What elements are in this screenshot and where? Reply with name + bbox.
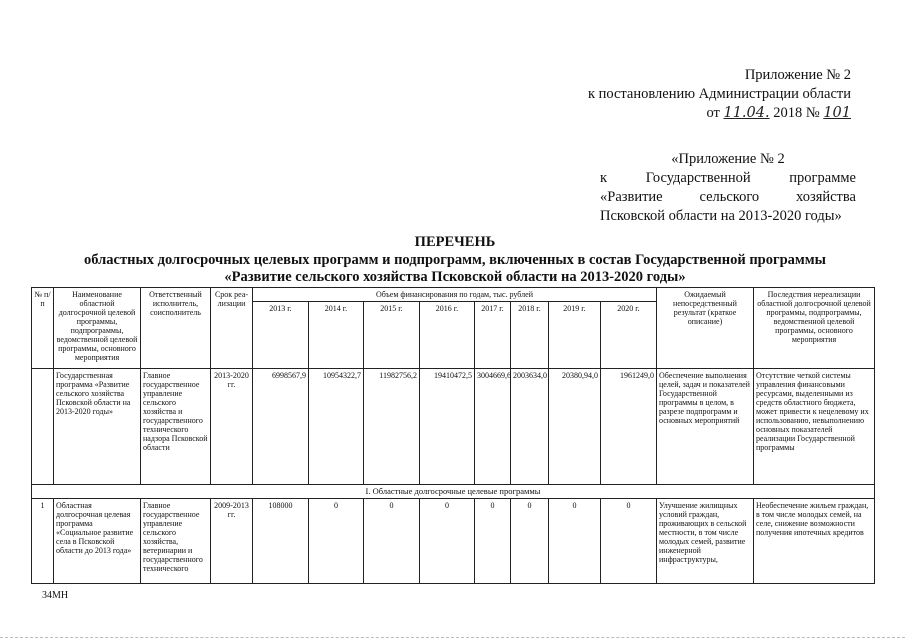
header-consequences: Последствия нереализации областной долгосрочной целевой программы, подпрограммы, ведомственной целевой программы, основного мероприятия xyxy=(754,288,875,369)
table-section-row xyxy=(32,485,875,499)
date-prefix: от xyxy=(706,105,720,121)
header-year: 2018 г. xyxy=(511,302,549,369)
word: программе xyxy=(789,170,856,186)
cell-executor: Главное государственное управление сельского хозяйства, ветеринарии и государственного технического xyxy=(141,499,211,584)
header-year: 2017 г. xyxy=(475,302,511,369)
cell-value: 20380,94,0 xyxy=(549,369,601,485)
program-appendix-line2 xyxy=(600,169,856,188)
page-edge-divider xyxy=(0,637,905,638)
cell-value: 3004669,6 xyxy=(475,369,511,485)
table-row-state-program xyxy=(32,369,875,485)
header-term: Срок реа-лизации xyxy=(211,288,253,369)
header-name: Наименование областной долгосрочной целевой программы, подпрограммы, ведомственной целевой программы, основного мероприятия xyxy=(54,288,141,369)
cell-value: 19410472,5 xyxy=(420,369,475,485)
cell-value: 0 xyxy=(549,499,601,584)
appendix-resolution: к постановлению Администрации области xyxy=(587,86,851,102)
year-text: 2018 № xyxy=(773,105,820,121)
footer-code: 34МН xyxy=(42,590,69,601)
cell-num: 1 xyxy=(32,499,54,584)
table-header-row xyxy=(32,288,875,302)
cell-term: 2009-2013 гг. xyxy=(211,499,253,584)
program-appendix-line3 xyxy=(600,188,856,207)
cell-result: Улучшение жилищных условий граждан, проживающих в сельской местности, в том числе молодых семей, развитие инженерной инфраструктуры, xyxy=(657,499,754,584)
header-executor: Ответственный исполнитель, соисполнитель xyxy=(141,288,211,369)
appendix-title: Приложение № 2 xyxy=(744,67,851,83)
cell-value: 0 xyxy=(601,499,657,584)
word: хозяйства xyxy=(796,189,856,205)
cell-value: 0 xyxy=(420,499,475,584)
cell-value: 0 xyxy=(364,499,420,584)
cell-num xyxy=(32,369,54,485)
programs-table xyxy=(31,287,875,584)
header-year: 2019 г. xyxy=(549,302,601,369)
cell-value: 10954322,7 xyxy=(309,369,364,485)
appendix-date-line xyxy=(588,104,851,123)
header-year: 2013 г. xyxy=(253,302,309,369)
cell-value: 11982756,2 xyxy=(364,369,420,485)
header-num: № п/п xyxy=(32,288,54,369)
cell-result: Обеспечение выполнения целей, задач и показателей Государственной программы в целом, в разрезе подпрограмм и основных мероприятий xyxy=(657,369,754,485)
header-funding: Объем финансирования по годам, тыс. рублей xyxy=(253,288,657,302)
header-year: 2015 г. xyxy=(364,302,420,369)
appendix-header xyxy=(588,66,851,123)
document-title: ПЕРЕЧЕНЬ xyxy=(414,234,496,250)
word: «Развитие xyxy=(600,189,663,205)
cell-name: Государственная программа «Развитие сельского хозяйства Псковской области на 2013-2020 годы» xyxy=(54,369,141,485)
document-subtitle-program: «Развитие сельского хозяйства Псковской области на 2013-2020 годы» xyxy=(224,269,686,285)
cell-term: 2013-2020 гг. xyxy=(211,369,253,485)
cell-value: 108000 xyxy=(253,499,309,584)
word: к xyxy=(600,170,608,186)
cell-value: 1961249,0 xyxy=(601,369,657,485)
header-year: 2014 г. xyxy=(309,302,364,369)
word: сельского xyxy=(699,189,760,205)
cell-value: 0 xyxy=(309,499,364,584)
document-subtitle: областных долгосрочных целевых программ и подпрограмм, включенных в состав Государственной программы xyxy=(84,252,826,268)
header-result: Ожидаемый непосредственный результат (краткое описание) xyxy=(657,288,754,369)
handwritten-number: 101 xyxy=(823,105,851,121)
cell-consequences: Отсутствие четкой системы управления финансовыми ресурсами, выделенными из средств областного бюджета, может привести к нецелевому их использованию, невыполнению основных показателей реализации Государственной программы xyxy=(754,369,875,485)
cell-consequences: Необеспечение жильем граждан, в том числе молодых семей, на селе, снижение возможности получения ипотечных кредитов xyxy=(754,499,875,584)
cell-value: 0 xyxy=(511,499,549,584)
header-year: 2016 г. xyxy=(420,302,475,369)
section-title: I. Областные долгосрочные целевые программы xyxy=(32,485,875,499)
program-appendix-title: «Приложение № 2 xyxy=(671,151,785,167)
program-appendix xyxy=(600,150,856,226)
program-appendix-line4: Псковской области на 2013-2020 годы» xyxy=(600,208,842,224)
table-row-1 xyxy=(32,499,875,584)
cell-value: 2003634,0 xyxy=(511,369,549,485)
cell-executor: Главное государственное управление сельского хозяйства и государственного технического надзора Псковской области xyxy=(141,369,211,485)
cell-value: 0 xyxy=(475,499,511,584)
word: Государственной xyxy=(645,170,751,186)
handwritten-date: 11.04. xyxy=(723,105,770,121)
header-year: 2020 г. xyxy=(601,302,657,369)
cell-name: Областная долгосрочная целевая программа «Социальное развитие села в Псковской области до 2013 года» xyxy=(54,499,141,584)
cell-value: 6998567,9 xyxy=(253,369,309,485)
